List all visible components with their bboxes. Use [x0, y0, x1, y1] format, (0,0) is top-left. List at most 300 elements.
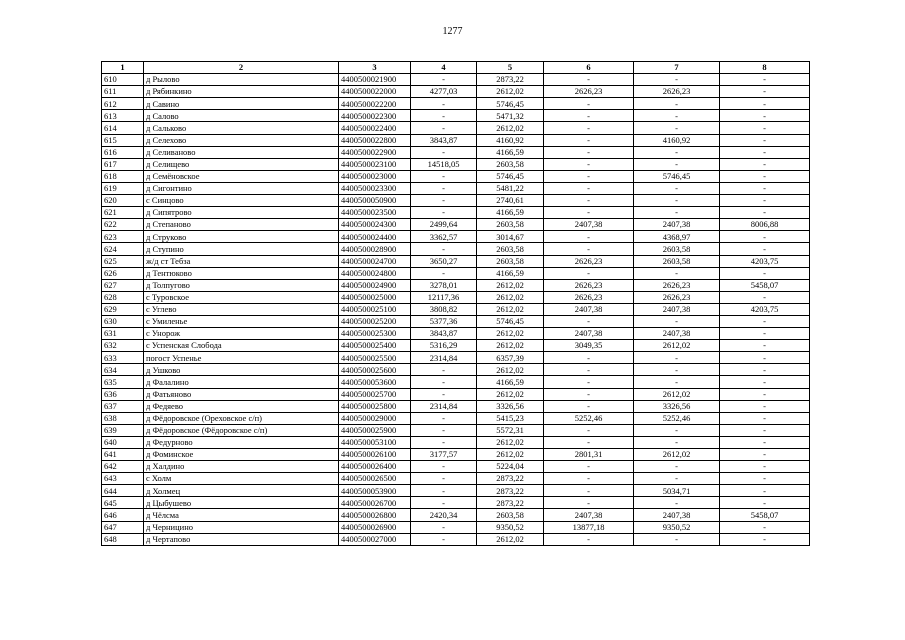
row-number-cell: 628: [102, 291, 144, 303]
value-cell: -: [544, 158, 634, 170]
row-number-cell: 641: [102, 449, 144, 461]
value-cell: -: [720, 328, 810, 340]
value-cell: -: [720, 533, 810, 545]
value-cell: 5572,31: [477, 424, 544, 436]
value-cell: 4160,92: [634, 134, 720, 146]
value-cell: -: [720, 231, 810, 243]
value-cell: 2612,02: [477, 279, 544, 291]
value-cell: 4277,03: [411, 86, 477, 98]
settlement-name-cell: д Чертапово: [144, 533, 339, 545]
value-cell: 2626,23: [544, 279, 634, 291]
value-cell: -: [720, 182, 810, 194]
value-cell: -: [411, 243, 477, 255]
code-cell: 4400500024400: [339, 231, 411, 243]
row-number-cell: 644: [102, 485, 144, 497]
settlement-name-cell: д Цыбушево: [144, 497, 339, 509]
value-cell: 2603,58: [477, 255, 544, 267]
value-cell: 2612,02: [477, 388, 544, 400]
value-cell: 2314,84: [411, 400, 477, 412]
table-row: [102, 110, 810, 122]
row-number-cell: 625: [102, 255, 144, 267]
value-cell: 2873,22: [477, 74, 544, 86]
value-cell: -: [720, 485, 810, 497]
code-cell: 4400500025700: [339, 388, 411, 400]
value-cell: 3014,67: [477, 231, 544, 243]
value-cell: -: [411, 533, 477, 545]
value-cell: -: [544, 461, 634, 473]
value-cell: -: [634, 315, 720, 327]
value-cell: -: [720, 436, 810, 448]
value-cell: -: [634, 122, 720, 134]
value-cell: 5415,23: [477, 412, 544, 424]
table-row: [102, 231, 810, 243]
code-cell: 4400500023300: [339, 182, 411, 194]
settlement-name-cell: д Фёдоровское (Фёдоровское с/п): [144, 424, 339, 436]
value-cell: -: [544, 207, 634, 219]
row-number-cell: 610: [102, 74, 144, 86]
table-row: [102, 134, 810, 146]
settlement-name-cell: д Федяево: [144, 400, 339, 412]
value-cell: -: [544, 98, 634, 110]
value-cell: -: [634, 146, 720, 158]
value-cell: -: [544, 485, 634, 497]
value-cell: 2612,02: [477, 303, 544, 315]
value-cell: -: [411, 485, 477, 497]
table-row: [102, 352, 810, 364]
value-cell: -: [720, 376, 810, 388]
table-row: [102, 255, 810, 267]
value-cell: -: [720, 449, 810, 461]
table-row: [102, 497, 810, 509]
value-cell: 2626,23: [634, 291, 720, 303]
value-cell: 4166,59: [477, 207, 544, 219]
row-number-cell: 642: [102, 461, 144, 473]
code-cell: 4400500053100: [339, 436, 411, 448]
value-cell: 2407,38: [634, 219, 720, 231]
value-cell: -: [544, 243, 634, 255]
table-row: [102, 74, 810, 86]
value-cell: -: [411, 170, 477, 182]
table-row: [102, 376, 810, 388]
code-cell: 4400500026100: [339, 449, 411, 461]
value-cell: 2407,38: [634, 328, 720, 340]
row-number-cell: 621: [102, 207, 144, 219]
row-number-cell: 612: [102, 98, 144, 110]
value-cell: 3843,87: [411, 134, 477, 146]
value-cell: -: [411, 521, 477, 533]
value-cell: -: [411, 195, 477, 207]
settlement-name-cell: д Селищево: [144, 158, 339, 170]
row-number-cell: 616: [102, 146, 144, 158]
value-cell: -: [720, 170, 810, 182]
table-row: [102, 182, 810, 194]
value-cell: -: [544, 533, 634, 545]
value-cell: -: [544, 424, 634, 436]
settlement-name-cell: д Тентюково: [144, 267, 339, 279]
table-row: [102, 207, 810, 219]
value-cell: 2407,38: [544, 219, 634, 231]
value-cell: -: [411, 376, 477, 388]
settlement-name-cell: с Успенская Слобода: [144, 340, 339, 352]
code-cell: 4400500026400: [339, 461, 411, 473]
value-cell: 2420,34: [411, 509, 477, 521]
table-row: [102, 473, 810, 485]
value-cell: 13877,18: [544, 521, 634, 533]
row-number-cell: 624: [102, 243, 144, 255]
table-row: [102, 170, 810, 182]
code-cell: 4400500022200: [339, 98, 411, 110]
value-cell: 2407,38: [544, 328, 634, 340]
value-cell: -: [634, 267, 720, 279]
code-cell: 4400500025500: [339, 352, 411, 364]
value-cell: -: [544, 388, 634, 400]
value-cell: 2873,22: [477, 473, 544, 485]
value-cell: -: [720, 74, 810, 86]
value-cell: -: [720, 521, 810, 533]
settlement-name-cell: с Углево: [144, 303, 339, 315]
value-cell: 2603,58: [477, 243, 544, 255]
settlement-name-cell: д Холмец: [144, 485, 339, 497]
row-number-cell: 629: [102, 303, 144, 315]
table-row: [102, 449, 810, 461]
value-cell: 3326,56: [477, 400, 544, 412]
value-cell: -: [634, 533, 720, 545]
row-number-cell: 613: [102, 110, 144, 122]
value-cell: -: [411, 473, 477, 485]
code-cell: 4400500023100: [339, 158, 411, 170]
settlement-name-cell: д Струково: [144, 231, 339, 243]
value-cell: 5034,71: [634, 485, 720, 497]
code-cell: 4400500025600: [339, 364, 411, 376]
settlement-name-cell: д Сигонтино: [144, 182, 339, 194]
value-cell: -: [720, 473, 810, 485]
table-row: [102, 485, 810, 497]
code-cell: 4400500029000: [339, 412, 411, 424]
value-cell: 2612,02: [477, 533, 544, 545]
table-row: [102, 533, 810, 545]
value-cell: -: [720, 110, 810, 122]
row-number-cell: 614: [102, 122, 144, 134]
value-cell: 2873,22: [477, 485, 544, 497]
table-body: [102, 74, 810, 546]
value-cell: 5377,36: [411, 315, 477, 327]
value-cell: 2407,38: [544, 303, 634, 315]
row-number-cell: 639: [102, 424, 144, 436]
code-cell: 4400500026500: [339, 473, 411, 485]
column-header: 8: [720, 62, 810, 74]
value-cell: -: [720, 243, 810, 255]
value-cell: -: [720, 98, 810, 110]
value-cell: -: [634, 352, 720, 364]
value-cell: -: [544, 436, 634, 448]
settlement-name-cell: д Федурново: [144, 436, 339, 448]
column-header: 7: [634, 62, 720, 74]
value-cell: 2801,31: [544, 449, 634, 461]
code-cell: 4400500028900: [339, 243, 411, 255]
code-cell: 4400500023000: [339, 170, 411, 182]
value-cell: -: [411, 436, 477, 448]
value-cell: 2612,02: [634, 388, 720, 400]
value-cell: 2407,38: [634, 303, 720, 315]
row-number-cell: 631: [102, 328, 144, 340]
settlement-name-cell: с Умиленье: [144, 315, 339, 327]
table-row: [102, 509, 810, 521]
value-cell: 2612,02: [477, 436, 544, 448]
value-cell: -: [411, 412, 477, 424]
value-cell: 5252,46: [544, 412, 634, 424]
code-cell: 4400500024700: [339, 255, 411, 267]
settlement-name-cell: с Унорож: [144, 328, 339, 340]
code-cell: 4400500021900: [339, 74, 411, 86]
row-number-cell: 615: [102, 134, 144, 146]
value-cell: -: [544, 497, 634, 509]
value-cell: -: [411, 182, 477, 194]
table-row: [102, 122, 810, 134]
table-row: [102, 98, 810, 110]
value-cell: -: [634, 182, 720, 194]
value-cell: -: [634, 497, 720, 509]
value-cell: 4160,92: [477, 134, 544, 146]
table-row: [102, 424, 810, 436]
row-number-cell: 632: [102, 340, 144, 352]
value-cell: -: [544, 74, 634, 86]
value-cell: 2626,23: [634, 86, 720, 98]
value-cell: -: [720, 146, 810, 158]
row-number-cell: 630: [102, 315, 144, 327]
code-cell: 4400500053900: [339, 485, 411, 497]
settlement-name-cell: д Ушково: [144, 364, 339, 376]
row-number-cell: 633: [102, 352, 144, 364]
value-cell: 2612,02: [477, 122, 544, 134]
code-cell: 4400500022300: [339, 110, 411, 122]
table-row: [102, 521, 810, 533]
value-cell: 3278,01: [411, 279, 477, 291]
value-cell: 2612,02: [477, 340, 544, 352]
value-cell: -: [411, 110, 477, 122]
code-cell: 4400500024800: [339, 267, 411, 279]
code-cell: 4400500024300: [339, 219, 411, 231]
value-cell: -: [720, 364, 810, 376]
settlement-name-cell: д Савино: [144, 98, 339, 110]
value-cell: 4368,97: [634, 231, 720, 243]
code-cell: 4400500026700: [339, 497, 411, 509]
table-row: [102, 436, 810, 448]
value-cell: -: [634, 424, 720, 436]
value-cell: -: [720, 86, 810, 98]
value-cell: 2499,64: [411, 219, 477, 231]
value-cell: -: [544, 134, 634, 146]
value-cell: 5746,45: [477, 170, 544, 182]
table-row: [102, 243, 810, 255]
value-cell: 2603,58: [477, 158, 544, 170]
table-row: [102, 267, 810, 279]
value-cell: -: [720, 134, 810, 146]
table-row: [102, 219, 810, 231]
row-number-cell: 638: [102, 412, 144, 424]
value-cell: -: [720, 400, 810, 412]
table-row: [102, 328, 810, 340]
table-row: [102, 400, 810, 412]
value-cell: 5458,07: [720, 279, 810, 291]
settlement-name-cell: д Семёновское: [144, 170, 339, 182]
value-cell: 2626,23: [634, 279, 720, 291]
settlement-name-cell: д Ступино: [144, 243, 339, 255]
row-number-cell: 635: [102, 376, 144, 388]
value-cell: 4166,59: [477, 267, 544, 279]
value-cell: -: [720, 267, 810, 279]
row-number-cell: 640: [102, 436, 144, 448]
value-cell: -: [720, 195, 810, 207]
value-cell: 3362,57: [411, 231, 477, 243]
value-cell: -: [720, 207, 810, 219]
value-cell: -: [634, 74, 720, 86]
value-cell: 2603,58: [634, 243, 720, 255]
value-cell: -: [720, 412, 810, 424]
value-cell: 3808,82: [411, 303, 477, 315]
value-cell: 2626,23: [544, 291, 634, 303]
value-cell: -: [720, 122, 810, 134]
value-cell: -: [544, 376, 634, 388]
row-number-cell: 636: [102, 388, 144, 400]
value-cell: 6357,39: [477, 352, 544, 364]
code-cell: 4400500022400: [339, 122, 411, 134]
value-cell: 2873,22: [477, 497, 544, 509]
column-header: 6: [544, 62, 634, 74]
value-cell: 2626,23: [544, 255, 634, 267]
value-cell: -: [544, 267, 634, 279]
table-row: [102, 195, 810, 207]
code-cell: 4400500026800: [339, 509, 411, 521]
row-number-cell: 637: [102, 400, 144, 412]
row-number-cell: 627: [102, 279, 144, 291]
value-cell: -: [634, 195, 720, 207]
settlement-name-cell: погост Успенье: [144, 352, 339, 364]
code-cell: 4400500025100: [339, 303, 411, 315]
settlement-name-cell: с Холм: [144, 473, 339, 485]
code-cell: 4400500053600: [339, 376, 411, 388]
row-number-cell: 617: [102, 158, 144, 170]
value-cell: -: [544, 110, 634, 122]
value-cell: -: [544, 122, 634, 134]
value-cell: 4203,75: [720, 303, 810, 315]
value-cell: -: [634, 207, 720, 219]
value-cell: -: [544, 364, 634, 376]
value-cell: -: [411, 388, 477, 400]
column-header: 2: [144, 62, 339, 74]
value-cell: 3326,56: [634, 400, 720, 412]
code-cell: 4400500025300: [339, 328, 411, 340]
value-cell: -: [634, 364, 720, 376]
settlement-name-cell: д Фатьяново: [144, 388, 339, 400]
value-cell: 2740,61: [477, 195, 544, 207]
settlement-name-cell: д Сальково: [144, 122, 339, 134]
code-cell: 4400500024900: [339, 279, 411, 291]
value-cell: 2612,02: [477, 291, 544, 303]
row-number-cell: 647: [102, 521, 144, 533]
value-cell: -: [544, 400, 634, 412]
row-number-cell: 634: [102, 364, 144, 376]
value-cell: 5481,22: [477, 182, 544, 194]
code-cell: 4400500027000: [339, 533, 411, 545]
value-cell: -: [720, 497, 810, 509]
value-cell: 2626,23: [544, 86, 634, 98]
value-cell: 2612,02: [634, 340, 720, 352]
value-cell: -: [720, 291, 810, 303]
value-cell: -: [720, 315, 810, 327]
value-cell: -: [544, 195, 634, 207]
value-cell: 3650,27: [411, 255, 477, 267]
value-cell: 2603,58: [477, 219, 544, 231]
code-cell: 4400500025200: [339, 315, 411, 327]
value-cell: 5252,46: [634, 412, 720, 424]
value-cell: -: [634, 473, 720, 485]
table-row: [102, 315, 810, 327]
column-header: 3: [339, 62, 411, 74]
table-row: [102, 388, 810, 400]
row-number-cell: 611: [102, 86, 144, 98]
value-cell: 5224,04: [477, 461, 544, 473]
value-cell: 2603,58: [634, 255, 720, 267]
code-cell: 4400500025000: [339, 291, 411, 303]
settlement-name-cell: д Селехово: [144, 134, 339, 146]
table-row: [102, 412, 810, 424]
value-cell: 9350,52: [477, 521, 544, 533]
value-cell: 4203,75: [720, 255, 810, 267]
value-cell: 14518,05: [411, 158, 477, 170]
value-cell: 5471,32: [477, 110, 544, 122]
row-number-cell: 645: [102, 497, 144, 509]
row-number-cell: 618: [102, 170, 144, 182]
code-cell: 4400500023500: [339, 207, 411, 219]
settlement-name-cell: д Фёдоровское (Ореховское с/п): [144, 412, 339, 424]
value-cell: -: [544, 473, 634, 485]
settlement-name-cell: д Сипятрово: [144, 207, 339, 219]
column-header: 5: [477, 62, 544, 74]
value-cell: 2612,02: [477, 328, 544, 340]
value-cell: -: [411, 267, 477, 279]
settlement-name-cell: д Салово: [144, 110, 339, 122]
value-cell: -: [634, 461, 720, 473]
value-cell: -: [720, 352, 810, 364]
row-number-cell: 620: [102, 195, 144, 207]
settlement-name-cell: д Халдино: [144, 461, 339, 473]
header-row: [102, 62, 810, 74]
settlement-name-cell: д Степаново: [144, 219, 339, 231]
settlement-name-cell: д Селиваново: [144, 146, 339, 158]
value-cell: 12117,36: [411, 291, 477, 303]
value-cell: 3049,35: [544, 340, 634, 352]
table-row: [102, 364, 810, 376]
value-cell: -: [544, 182, 634, 194]
value-cell: -: [411, 146, 477, 158]
code-cell: 4400500025800: [339, 400, 411, 412]
value-cell: -: [634, 376, 720, 388]
value-cell: 2612,02: [477, 364, 544, 376]
value-cell: 5746,45: [477, 98, 544, 110]
row-number-cell: 648: [102, 533, 144, 545]
value-cell: -: [411, 98, 477, 110]
settlement-name-cell: д Фоминское: [144, 449, 339, 461]
value-cell: 8006,88: [720, 219, 810, 231]
value-cell: -: [720, 340, 810, 352]
settlement-name-cell: д Черницино: [144, 521, 339, 533]
table-row: [102, 291, 810, 303]
value-cell: -: [411, 74, 477, 86]
value-cell: -: [544, 231, 634, 243]
value-cell: -: [720, 461, 810, 473]
value-cell: -: [544, 352, 634, 364]
value-cell: -: [634, 436, 720, 448]
